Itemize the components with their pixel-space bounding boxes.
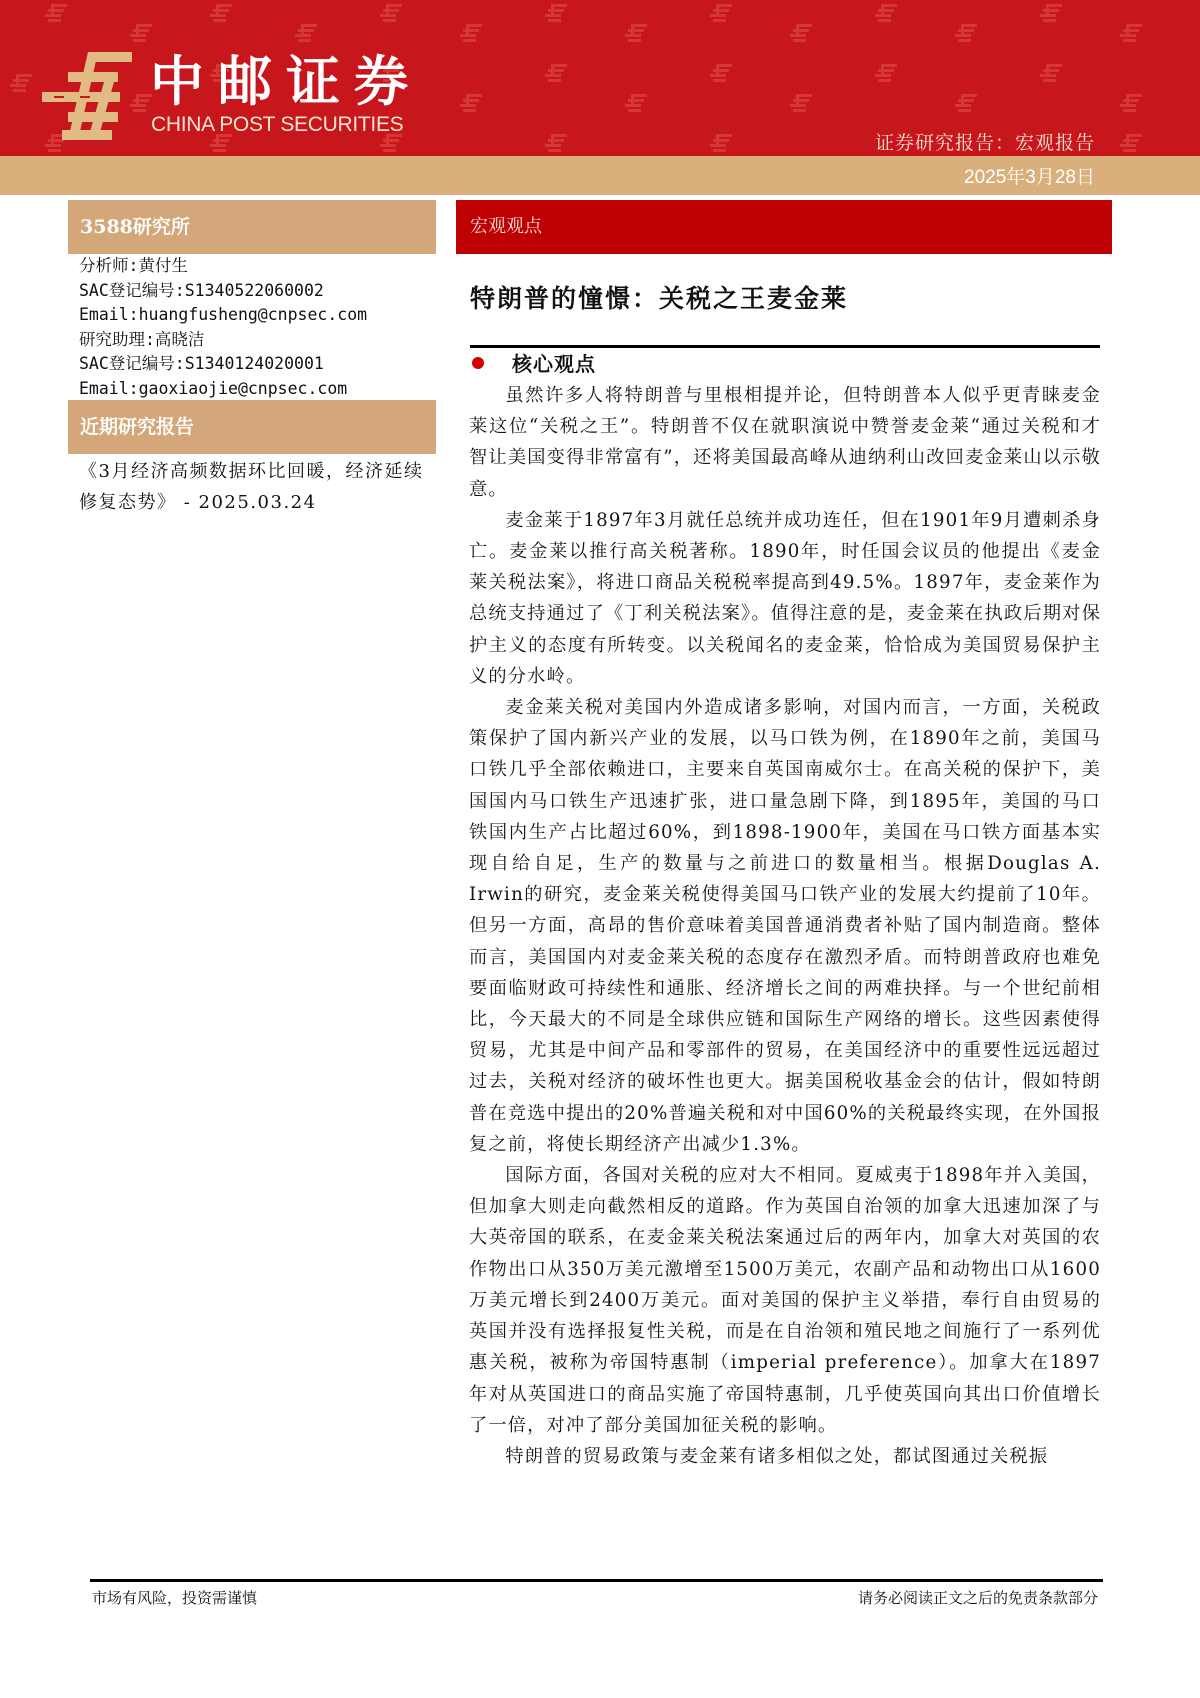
red-bullet-icon (472, 357, 484, 369)
report-body (469, 380, 1101, 1472)
analyst-email[interactable]: Email:huangfusheng@cnpsec.com (79, 305, 368, 325)
china-post-logo-icon (38, 50, 134, 142)
body-paragraph: 麦金莱关税对美国内外造成诸多影响，对国内而言，一方面，关税政策保护了国内新兴产业的发展，以马口铁为例，在1890年之前，美国马口铁几乎全部依赖进口，主要来自英国南威尔士。在高关税的保护下，美国国内马口铁生产迅速扩张，进口量急剧下降，到1895年，美国的马口铁国内生产占比超过60%，到1898-1900年，美国在马口铁方面基本实现自给自足，生产的数量与之前进口的数量相当。根据Douglas A. Irwin的研究，麦金莱关税使得美国马口铁产业的发展大约提前了10年。但另一方面，高昂的售价意味着美国普通消费者补贴了国内制造商。整体而言，美国国内对麦金莱关税的态度存在激烈矛盾。而特朗普政府也难免要面临财政可持续性和通胀、经济增长之间的两难抉择。与一个世纪前相比，今天最大的不同是全球供应链和国际生产网络的增长。这些因素使得贸易，尤其是中间产品和零部件的贸易，在美国经济中的重要性远远超过过去，关税对经济的破坏性也更大。据美国税收基金会的估计，假如特朗普在竞选中提出的20%普遍关税和对中国60%的关税最终实现，在外国报复之前，将使长期经济产出减少1.3%。 (469, 697, 1101, 1155)
risk-disclaimer: 市场有风险，投资需谨慎 (92, 1589, 258, 1607)
report-type: 证券研究报告：宏观报告 (874, 132, 1095, 154)
brand-name-english: CHINA POST SECURITIES (151, 113, 404, 136)
title-divider (470, 345, 1100, 348)
recent-reports-heading: 近期研究报告 (68, 400, 436, 454)
body-paragraph: 虽然许多人将特朗普与里根相提并论，但特朗普本人似乎更青睐麦金莱这位“关税之王”。特朗普不仅在就职演说中赞誉麦金莱“通过关税和才智让美国变得非常富有”，还将美国最高峰从迪纳利山改回麦金莱山以示敬意。 (469, 385, 1101, 500)
section-label-bar: 宏观观点 (456, 200, 1112, 254)
analyst-sac-number: SAC登记编号:S1340522060002 (79, 280, 324, 300)
recent-report-link[interactable]: 《3月经济高频数据环比回暖，经济延续修复态势》 - 2025.03.24 (79, 461, 424, 513)
body-paragraph: 国际方面，各国对关税的应对大不相同。夏威夷于1898年并入美国，但加拿大则走向截然相反的道路。作为英国自治领的加拿大迅速加深了与大英帝国的联系，在麦金莱关税法案通过后的两年内，加拿大对英国的农作物出口从350万美元激增至1500万美元，农副产品和动物出口从1600万美元增长到2400万美元。面对美国的保护主义举措，奉行自由贸易的英国并没有选择报复性关税，而是在自治领和殖民地之间施行了一系列优惠关税，被称为帝国特惠制（imperial preference）。加拿大在1897年对从英国进口的商品实施了帝国特惠制，几乎使英国向其出口价值增长了一倍，对冲了部分美国加征关税的影响。 (469, 1165, 1101, 1436)
analyst-info (79, 254, 439, 402)
disclaimer-notice: 请务必阅读正文之后的免责条款部分 (857, 1589, 1098, 1607)
institute-heading: 3588研究所 (68, 200, 436, 254)
assistant-name: 研究助理:高晓洁 (79, 329, 205, 349)
body-paragraph: 麦金莱于1897年3月就任总统并成功连任，但在1901年9月遭刺杀身亡。麦金莱以推行高关税著称。1890年，时任国会议员的他提出《麦金莱关税法案》，将进口商品关税税率提高到49.5%。1897年，麦金莱作为总统支持通过了《丁利关税法案》。值得注意的是，麦金莱在执政后期对保护主义的态度有所转变。以关税闻名的麦金莱，恰恰成为美国贸易保护主义的分水岭。 (469, 509, 1101, 687)
report-title: 特朗普的憧憬：关税之王麦金莱 (470, 284, 849, 313)
assistant-email[interactable]: Email:gaoxiaojie@cnpsec.com (79, 378, 348, 398)
footer-divider (90, 1579, 1103, 1582)
brand-name-chinese: 中邮证券 (150, 50, 422, 113)
key-points-heading: 核心观点 (512, 352, 596, 376)
analyst-name: 分析师:黄付生 (79, 256, 188, 275)
report-date: 2025年3月28日 (964, 167, 1095, 188)
header-banner (0, 0, 1200, 156)
assistant-sac-number: SAC登记编号:S1340124020001 (79, 354, 324, 374)
body-paragraph: 特朗普的贸易政策与麦金莱有诸多相似之处，都试图通过关税振 (505, 1445, 1049, 1467)
